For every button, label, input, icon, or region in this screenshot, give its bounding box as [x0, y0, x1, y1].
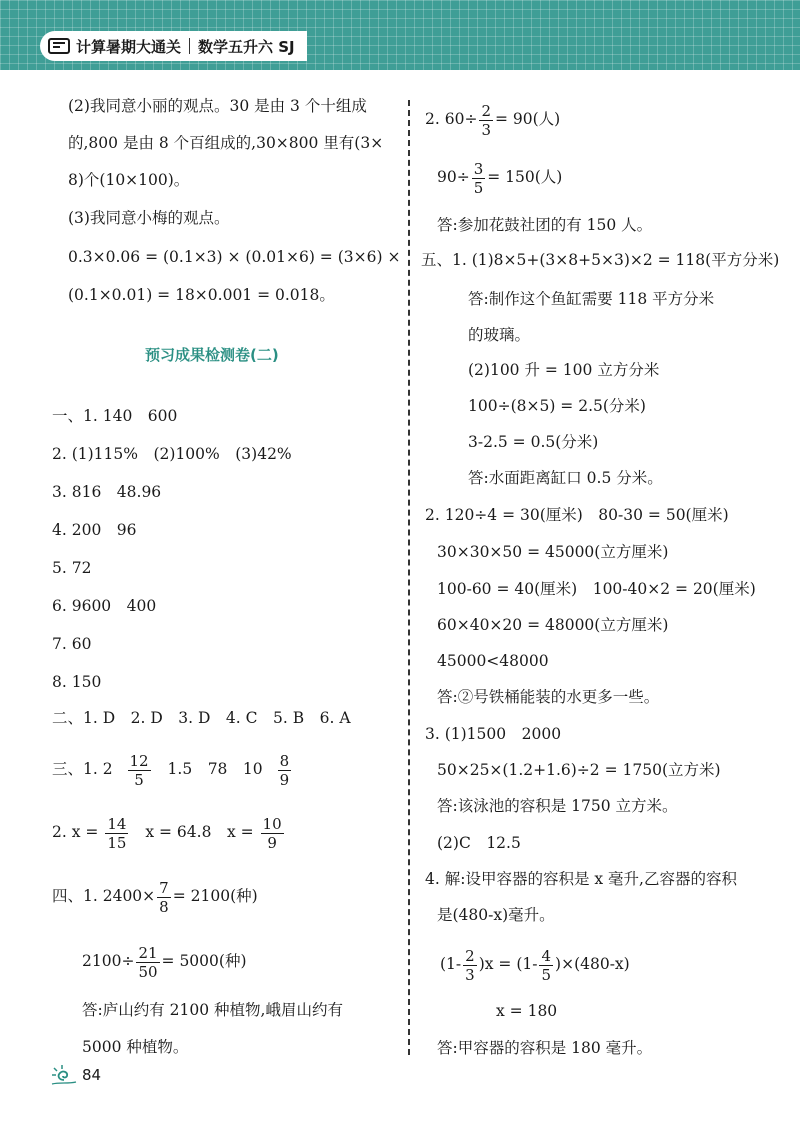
- denominator: 3: [465, 965, 475, 984]
- right-2-result: = 150(人): [487, 168, 563, 186]
- denominator: 50: [138, 962, 158, 981]
- page-number: 84: [82, 1066, 102, 1084]
- left-line-6: (0.1×0.01) = 18×0.001 = 0.018。: [68, 286, 335, 304]
- equation-right: )×(480-x): [555, 955, 630, 973]
- header-title-tab: [40, 31, 307, 61]
- title-separator: [189, 38, 190, 54]
- equation-middle: )x = (1-: [478, 955, 538, 973]
- denominator: 3: [481, 120, 491, 139]
- answer-1-3: 3. 816 48.96: [52, 483, 162, 501]
- fraction: [105, 815, 128, 852]
- right-line-15: 45000<48000: [437, 652, 549, 670]
- answer-3-1: [52, 745, 293, 793]
- right-line-18: 50×25×(1.2+1.6)÷2 = 1750(立方米): [437, 761, 721, 779]
- answer-4-1-prefix: 四、1. 2400×: [52, 887, 156, 905]
- numerator: 4: [541, 946, 552, 965]
- numerator: 14: [107, 814, 127, 833]
- fraction: [278, 752, 292, 789]
- fraction: [157, 879, 171, 916]
- fraction: [463, 947, 477, 984]
- right-line-21: 4. 解:设甲容器的容积是 x 毫升,乙容器的容积: [425, 870, 737, 888]
- right-line-20: (2)C 12.5: [437, 834, 521, 852]
- answer-4-1: [52, 872, 258, 920]
- answer-3-1-prefix: 三、1. 2: [52, 760, 113, 778]
- fraction: [136, 944, 159, 981]
- left-line-3: 8)个(10×100)。: [68, 171, 190, 189]
- right-1-prefix: 2. 60÷: [425, 110, 478, 128]
- right-line-22: 是(480-x)毫升。: [437, 906, 555, 924]
- denominator: 8: [159, 897, 169, 916]
- section-title: 预习成果检测卷(二): [145, 346, 279, 364]
- answer-1-4: 4. 200 96: [52, 521, 137, 539]
- answer-4-1-result: = 2100(种): [172, 887, 258, 905]
- header-bar: [0, 0, 800, 70]
- answer-4-2-prefix: 2100÷: [82, 952, 135, 970]
- answer-1-7: 7. 60: [52, 635, 92, 653]
- left-line-1: (2)我同意小丽的观点。30 是由 3 个十组成: [68, 97, 367, 115]
- answer-4-2-result: = 5000(种): [161, 952, 247, 970]
- answer-3-2-prefix: 2. x =: [52, 823, 99, 841]
- right-line-11: 2. 120÷4 = 30(厘米) 80-30 = 50(厘米): [425, 506, 729, 524]
- numerator: 8: [279, 751, 290, 770]
- subject-label: 数学五升六 SJ: [198, 37, 295, 56]
- right-line-13: 100-60 = 40(厘米) 100-40×2 = 20(厘米): [437, 580, 756, 598]
- right-line-6: 的玻璃。: [468, 326, 531, 344]
- numerator: 3: [473, 159, 484, 178]
- right-line-2: [437, 154, 562, 200]
- answer-2: 二、1. D 2. D 3. D 4. C 5. B 6. A: [52, 709, 351, 727]
- right-2-prefix: 90÷: [437, 168, 470, 186]
- right-line-3: 答:参加花鼓社团的有 150 人。: [437, 216, 653, 234]
- numerator: 12: [129, 751, 149, 770]
- numerator: 10: [262, 814, 282, 833]
- answer-4-note-2: 5000 种植物。: [82, 1038, 189, 1056]
- fraction: [128, 752, 151, 789]
- right-line-24: x = 180: [496, 1002, 558, 1020]
- answer-1-6: 6. 9600 400: [52, 597, 157, 615]
- right-line-14: 60×40×20 = 48000(立方厘米): [437, 616, 669, 634]
- right-line-5: 答:制作这个鱼缸需要 118 平方分米: [468, 290, 715, 308]
- answer-4-note-1: 答:庐山约有 2100 种植物,峨眉山约有: [82, 1001, 343, 1019]
- right-line-9: 3-2.5 = 0.5(分米): [468, 433, 599, 451]
- book-title: 计算暑期大通关: [76, 37, 182, 56]
- denominator: 5: [541, 965, 552, 984]
- right-line-10: 答:水面距离缸口 0.5 分米。: [468, 469, 663, 487]
- right-1-result: = 90(人): [494, 110, 561, 128]
- denominator: 5: [134, 770, 144, 789]
- answer-1-1: 一、1. 140 600: [52, 407, 178, 425]
- answer-4-2: [82, 937, 247, 985]
- left-line-5: 0.3×0.06 = (0.1×3) × (0.01×6) = (3×6) ×: [68, 248, 401, 266]
- answer-3-2: [52, 808, 286, 856]
- right-line-1: [425, 96, 560, 142]
- numerator: 2: [481, 101, 491, 120]
- right-line-19: 答:该泳池的容积是 1750 立方米。: [437, 797, 678, 815]
- numerator: 2: [465, 946, 475, 965]
- answer-1-2: 2. (1)115% (2)100% (3)42%: [52, 445, 292, 463]
- right-line-7: (2)100 升 = 100 立方分米: [468, 361, 660, 379]
- fraction: [261, 815, 284, 852]
- denominator: 5: [473, 178, 484, 197]
- numerator: 7: [159, 878, 169, 897]
- denominator: 9: [267, 833, 277, 852]
- denominator: 9: [279, 770, 290, 789]
- answer-3-2-middle: x = 64.8 x =: [145, 823, 254, 841]
- answer-3-1-middle: 1.5 78 10: [167, 760, 263, 778]
- right-line-4: 五、1. (1)8×5+(3×8+5×3)×2 = 118(平方分米): [421, 251, 780, 269]
- fraction: [479, 102, 493, 139]
- swirl-icon: [50, 1064, 78, 1086]
- book-icon: [48, 38, 70, 54]
- right-line-17: 3. (1)1500 2000: [425, 725, 562, 743]
- answer-1-8: 8. 150: [52, 673, 102, 691]
- answer-1-5: 5. 72: [52, 559, 92, 577]
- column-divider: [408, 100, 410, 1055]
- right-line-23: [440, 940, 630, 988]
- left-line-2: 的,800 是由 8 个百组成的,30×800 里有(3×: [68, 134, 384, 152]
- fraction: [472, 160, 486, 197]
- left-line-4: (3)我同意小梅的观点。: [68, 209, 230, 227]
- right-line-16: 答:②号铁桶能装的水更多一些。: [437, 688, 660, 706]
- right-line-25: 答:甲容器的容积是 180 毫升。: [437, 1039, 653, 1057]
- right-line-8: 100÷(8×5) = 2.5(分米): [468, 397, 646, 415]
- fraction: [539, 947, 553, 984]
- numerator: 21: [138, 943, 158, 962]
- right-line-12: 30×30×50 = 45000(立方厘米): [437, 543, 669, 561]
- equation-left-open: (1-: [440, 955, 462, 973]
- denominator: 15: [107, 833, 127, 852]
